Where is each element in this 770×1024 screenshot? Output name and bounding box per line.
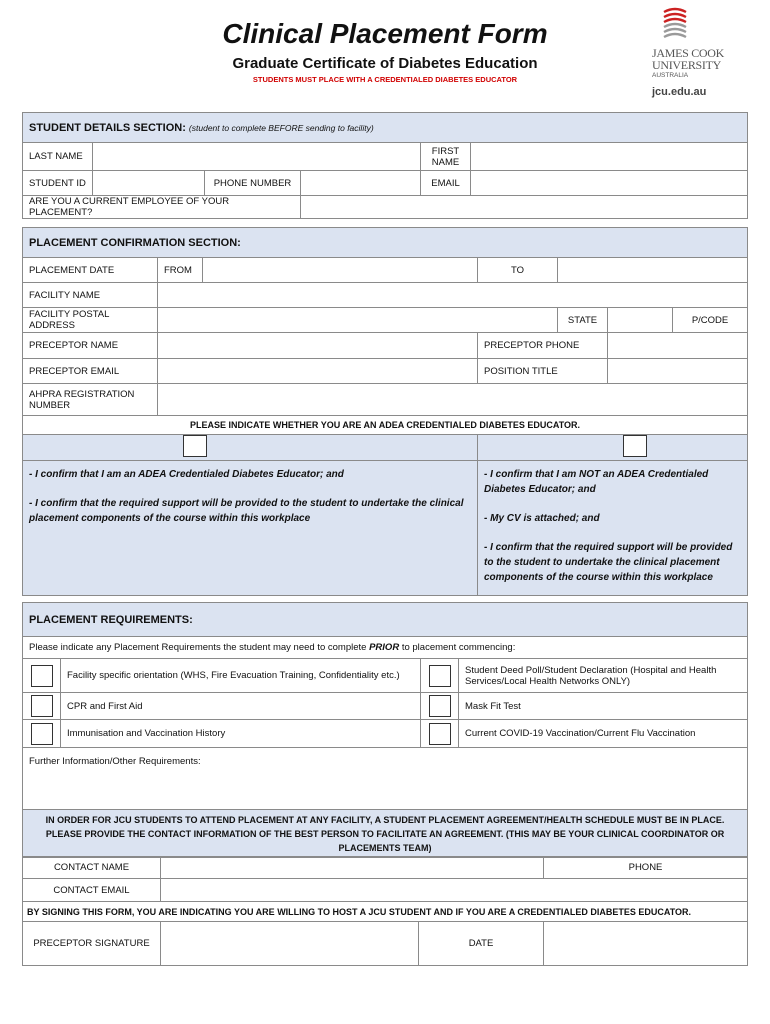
facility-address-label: FACILITY POSTAL ADDRESS	[23, 308, 158, 333]
requirements-intro-prior: PRIOR	[369, 642, 400, 653]
contact-phone-label: PHONE	[544, 857, 748, 879]
req-check-cell-6	[421, 720, 459, 748]
requirements-intro	[23, 637, 748, 659]
from-label: FROM	[158, 258, 203, 283]
adea-yes-statements	[23, 461, 478, 596]
req-item-cpr: CPR and First Aid	[61, 693, 421, 720]
facility-address-field[interactable]	[158, 308, 558, 333]
requirements-intro-c: to placement commencing:	[399, 642, 516, 653]
signature-field[interactable]	[161, 922, 419, 966]
logo-line-1: JAMES COOK	[652, 46, 725, 60]
form-subtitle: Graduate Certificate of Diabetes Education	[232, 55, 538, 72]
req-checkbox-mask-fit[interactable]	[429, 695, 451, 717]
req-checkbox-covid[interactable]	[429, 723, 451, 745]
student-note: (student to complete BEFORE sending to facility)	[188, 122, 374, 133]
adea-no-statements	[478, 461, 748, 596]
ahpra-field[interactable]	[158, 384, 748, 416]
employee-answer-field[interactable]	[301, 196, 748, 219]
to-label: TO	[478, 258, 558, 283]
preceptor-email-field[interactable]	[158, 359, 478, 384]
position-title-label: POSITION TITLE	[478, 359, 608, 384]
placement-section-header: PLACEMENT CONFIRMATION SECTION:	[23, 228, 748, 258]
adea-no-statement-3: - I confirm that the required support will be provided to the student to undertake the clinical placement components of the course within this workplace	[484, 542, 733, 583]
employee-question: ARE YOU A CURRENT EMPLOYEE OF YOUR PLACEMENT?	[23, 196, 301, 219]
req-item-covid: Current COVID-19 Vaccination/Current Flu Vaccination	[459, 720, 748, 748]
state-label: STATE	[558, 308, 608, 333]
first-name-field[interactable]	[471, 143, 748, 171]
email-field[interactable]	[471, 171, 748, 196]
requirements-section-header: PLACEMENT REQUIREMENTS:	[23, 603, 748, 637]
student-heading: STUDENT DETAILS SECTION:	[29, 121, 186, 134]
last-name-label: LAST NAME	[23, 143, 93, 171]
logo-line-3: AUSTRALIA	[652, 72, 689, 79]
req-check-cell-2	[421, 659, 459, 693]
adea-yes-cell	[23, 435, 478, 461]
preceptor-phone-field[interactable]	[608, 333, 748, 359]
requirements-table	[22, 602, 748, 858]
req-item-orientation: Facility specific orientation (WHS, Fire Evacuation Training, Confidentiality etc.)	[61, 659, 421, 693]
adea-no-statement-2: - My CV is attached; and	[484, 513, 600, 524]
preceptor-email-label: PRECEPTOR EMAIL	[23, 359, 158, 384]
adea-yes-statement-1: - I confirm that I am an ADEA Credentialed Diabetes Educator; and	[29, 469, 344, 480]
state-field[interactable]	[608, 308, 673, 333]
from-date-field[interactable]	[203, 258, 478, 283]
req-checkbox-cpr[interactable]	[31, 695, 53, 717]
req-checkbox-orientation[interactable]	[31, 665, 53, 687]
req-item-mask-fit: Mask Fit Test	[459, 693, 748, 720]
signing-statement: BY SIGNING THIS FORM, YOU ARE INDICATING YOU ARE WILLING TO HOST A JCU STUDENT AND IF YOU ARE A CREDENTIALED DIABETES EDUCATOR.	[23, 902, 748, 922]
req-check-cell-1	[23, 659, 61, 693]
email-label: EMAIL	[421, 171, 471, 196]
further-info-field[interactable]	[23, 748, 748, 810]
further-info-label: Further Information/Other Requirements:	[29, 756, 201, 767]
placement-table	[22, 227, 748, 596]
contact-name-field[interactable]	[161, 857, 544, 879]
req-checkbox-immunisation[interactable]	[31, 723, 53, 745]
adea-indicate: PLEASE INDICATE WHETHER YOU ARE AN ADEA CREDENTIALED DIABETES EDUCATOR.	[23, 416, 748, 435]
adea-yes-statement-2: - I confirm that the required support will be provided to the student to undertake the clinical placement components of the course within this workplace	[29, 498, 464, 524]
facility-name-field[interactable]	[158, 283, 748, 308]
ahpra-label: AHPRA REGISTRATION NUMBER	[23, 384, 158, 416]
placement-date-label: PLACEMENT DATE	[23, 258, 158, 283]
req-item-deed-poll: Student Deed Poll/Student Declaration (Hospital and Health Services/Local Health Networks ONLY)	[459, 659, 748, 693]
adea-no-statement-1: - I confirm that I am NOT an ADEA Credentialed Diabetes Educator; and	[484, 469, 709, 495]
adea-no-cell	[478, 435, 748, 461]
student-id-label: STUDENT ID	[23, 171, 93, 196]
facility-name-label: FACILITY NAME	[23, 283, 158, 308]
adea-no-checkbox[interactable]	[623, 435, 647, 457]
req-item-immunisation: Immunisation and Vaccination History	[61, 720, 421, 748]
adea-yes-checkbox[interactable]	[183, 435, 207, 457]
preceptor-name-field[interactable]	[158, 333, 478, 359]
req-checkbox-deed-poll[interactable]	[429, 665, 451, 687]
contact-email-label: CONTACT EMAIL	[23, 879, 161, 902]
jcu-logo	[652, 6, 742, 101]
contact-name-label: CONTACT NAME	[23, 857, 161, 879]
student-details-table	[22, 112, 748, 219]
first-name-label: FIRST NAME	[421, 143, 471, 171]
req-check-cell-3	[23, 693, 61, 720]
logo-line-2: UNIVERSITY	[652, 58, 721, 72]
phone-field[interactable]	[301, 171, 421, 196]
pcode-label: P/CODE	[673, 308, 748, 333]
preceptor-phone-label: PRECEPTOR PHONE	[478, 333, 608, 359]
form-title: Clinical Placement Form	[222, 18, 548, 49]
last-name-field[interactable]	[93, 143, 421, 171]
requirements-intro-a: Please indicate any Placement Requirements the student may need to complete	[29, 642, 370, 653]
agreement-notice: IN ORDER FOR JCU STUDENTS TO ATTEND PLACEMENT AT ANY FACILITY, A STUDENT PLACEMENT AGREEMENT/HEALTH SCHEDULE MUST BE IN PLACE. PLEASE PROVIDE THE CONTACT INFORMATION OF THE BEST PERSON TO FACILITATE AN AGREEMENT. (THIS MAY BE YOUR CLINICAL COORDINATOR OR PLACEMENTS TEAM)	[23, 810, 748, 858]
date-field[interactable]	[544, 922, 748, 966]
preceptor-name-label: PRECEPTOR NAME	[23, 333, 158, 359]
student-section-header	[23, 113, 748, 143]
to-date-field[interactable]	[558, 258, 748, 283]
logo-url: jcu.edu.au	[652, 86, 707, 98]
contact-email-field[interactable]	[161, 879, 748, 902]
student-id-field[interactable]	[93, 171, 205, 196]
phone-label: PHONE NUMBER	[205, 171, 301, 196]
position-title-field[interactable]	[608, 359, 748, 384]
signature-label: PRECEPTOR SIGNATURE	[23, 922, 161, 966]
contact-table	[22, 856, 748, 966]
jcu-crest-icon	[660, 6, 690, 42]
date-label: DATE	[419, 922, 544, 966]
req-check-cell-5	[23, 720, 61, 748]
req-check-cell-4	[421, 693, 459, 720]
placement-warning: STUDENTS MUST PLACE WITH A CREDENTIALED DIABETES EDUCATOR	[252, 75, 518, 84]
